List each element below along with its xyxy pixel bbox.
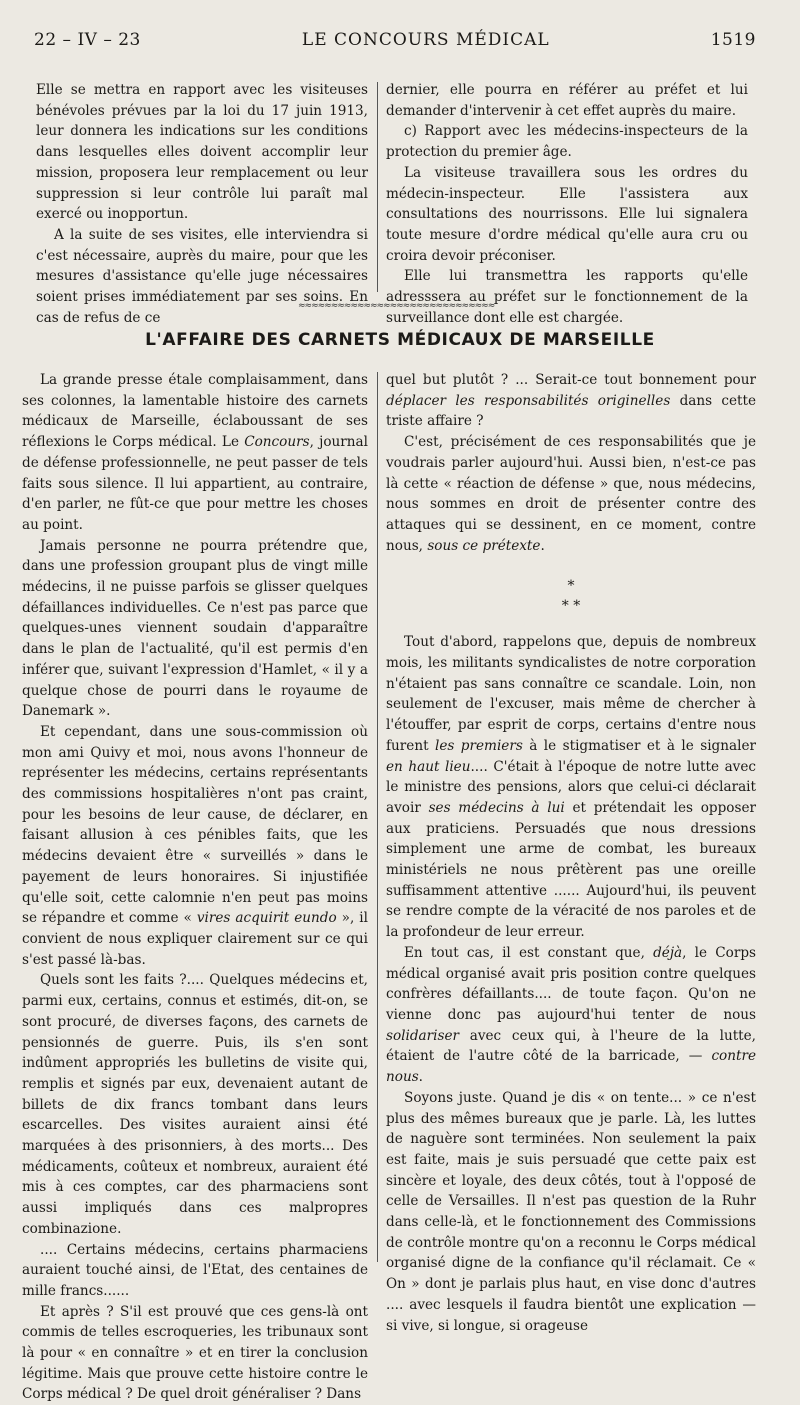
section-separator-stars: * * * — [561, 578, 581, 615]
journal-title: LE CONCOURS MÉDICAL — [301, 30, 550, 50]
paragraph: Jamais personne ne pourra prétendre que, dans une profession groupant plus de vingt mille médecins, il ne puisse parfois se glisser quelques défaillances individuelles. Ce n'est pas parce que quelques-unes viennent soudain d'apparaître dans le plan de l'actualité, qu'il est permis d'en inférer que, suivant l'expression d'Hamlet, « il y a quelque chose de pourri dans le royaume de Danemark ». — [22, 537, 368, 720]
issue-date: 22 – IV – 23 — [34, 30, 141, 50]
paragraph: .... Certains médecins, certains pharmaciens auraient touché ainsi, de l'Etat, des centaines de mille francs...... — [22, 1241, 368, 1299]
column-divider — [377, 82, 378, 292]
article-title: L'AFFAIRE DES CARNETS MÉDICAUX DE MARSEILLE — [145, 330, 655, 350]
paragraph: Elle se mettra en rapport avec les visiteuses bénévoles prévues par la loi du 17 juin 1913, leur donnera les indications sur les conditions dans lesquelles elles doivent accomplir leur mission, proposera leur remplacement ou leur suppression si leur contrôle lui paraît mal exercé ou inopportun. — [36, 82, 368, 223]
decorative-ornament: ≈≈≈≈≈≈≈≈≈≈≈≈≈≈≈≈≈≈≈≈≈≈≈≈≈≈≈≈≈≈ — [298, 301, 495, 311]
paragraph: La grande presse étale complaisamment, dans ses colonnes, la lamentable histoire des carnets médicaux de Marseille, éclaboussant de ses réflexions le Corps médical. Le Concours, journal de défense professionnelle, ne peut passer de tels faits sous silence. Il lui appartient, au contraire, d'en parler, ne fût-ce que pour mettre les choses au point. — [22, 372, 368, 533]
page-header — [34, 30, 756, 50]
article-right-column — [386, 370, 756, 1336]
page-number: 1519 — [710, 30, 756, 50]
top-right-column — [386, 80, 748, 328]
paragraph: c) Rapport avec les médecins-inspecteurs de la protection du premier âge. — [386, 123, 748, 161]
paragraph: Elle lui transmettra les rapports qu'elle adresssera au préfet sur le fonctionnement de la surveillance dont elle est chargée. — [386, 268, 748, 326]
paragraph: En tout cas, il est constant que, déjà, le Corps médical organisé avait pris position contre quelques confrères défaillants.... de toute façon. Qu'on ne vienne donc pas aujourd'hui tenter de nous solidariser avec ceux qui, à l'heure de la lutte, étaient de l'autre côté de la barricade, — contre nous. — [386, 944, 756, 1086]
paragraph: quel but plutôt ? ... Serait-ce tout bonnement pour déplacer les responsabilités originelles dans cette triste affaire ? — [386, 372, 756, 430]
paragraph: dernier, elle pourra en référer au préfet et lui demander d'intervenir à cet effet auprès du maire. — [386, 82, 748, 119]
paragraph: Quels sont les faits ?.... Quelques médecins et, parmi eux, certains, connus et estimés, dit-on, se sont procuré, de diverses façons, des carnets de pensionnés de guerre. Puis, ils s'en sont indûment appropriés les bulletins de visite qui, remplis et signés par eux, devenaient autant de billets de dix francs tombant dans leurs escarcelles. Des visites auraient ainsi été marquées à des prisonniers, à des morts... Des médicaments, coûteux et nombreux, auraient été mis à ces comptes, car des pharmaciens sont aussi impliqués dans ces malpropres combinazione. — [22, 972, 368, 1237]
paragraph: La visiteuse travaillera sous les ordres du médecin-inspecteur. Elle l'assistera aux consultations des nourrissons. Elle lui signalera toute mesure d'ordre médical qu'elle aura cru ou croira devoir préconiser. — [386, 164, 748, 264]
top-left-column — [36, 80, 368, 328]
paragraph: Tout d'abord, rappelons que, depuis de nombreux mois, les militants syndicalistes de notre corporation n'étaient pas sans connaître ce scandale. Loin, non seulement de l'excuser, mais même de chercher à l'étouffer, par esprit de corps, certains d'entre nous furent les premiers à le stigmatiser et à le signaler en haut lieu.... C'était à l'époque de notre lutte avec le ministre des pensions, alors que celui-ci déclarait avoir ses médecins à lui et prétendait les opposer aux praticiens. Persuadés que nous dressions simplement une arme de combat, les bureaux ministériels ne nous prêtèrent pas une oreille suffisamment attentive ...... Aujourd'hui, ils peuvent se rendre compte de la véracité de nos paroles et de la profondeur de leur erreur. — [386, 634, 757, 941]
paragraph: A la suite de ses visites, elle interviendra si c'est nécessaire, auprès du maire, pour que les mesures d'assistance qu'elle juge nécessaires soient prises immédiatement par ses soins. En cas de refus de ce — [36, 226, 368, 326]
column-divider — [377, 372, 378, 1262]
paragraph: C'est, précisément de ces responsabilités que je voudrais parler aujourd'hui. Aussi bien, n'est-ce pas là cette « réaction de défense » que, nous médecins, nous sommes en droit de présenter contre des attaques qui se dessinent, en ce moment, contre nous, sous ce prétexte. — [386, 434, 756, 554]
article-left-column — [22, 370, 368, 1405]
paragraph: Et après ? S'il est prouvé que ces gens-là ont commis de telles escroqueries, les tribunaux sont là pour « en connaître » et en tirer la conclusion légitime. Mais que prouve cette histoire contre le Corps médical ? De quel droit généraliser ? Dans — [22, 1303, 368, 1403]
paragraph: Soyons juste. Quand je dis « on tente... » ce n'est plus des mêmes bureaux que je parle. Là, les luttes de naguère sont terminées. Non seulement la paix est faite, mais je suis persuadé que cette paix est sincère et loyale, des deux côtés, tout à l'opposé de celle de Versailles. Il n'est pas question de la Ruhr dans celle-là, et le fonctionnement des Commissions de contrôle montre qu'on a reconnu le Corps médical organisé digne de la confiance qu'il réclamait. Ce « On » dont je parlais plus haut, en vise donc d'autres .... avec lesquels il faudra bientôt une explication — si vive, si longue, si orageuse — [386, 1089, 756, 1334]
paragraph: Et cependant, dans une sous-commission où mon ami Quivy et moi, nous avons l'honneur de représenter les médecins, certains représentants des commissions hospitalières n'ont pas craint, pour les besoins de leur cause, de déclarer, en faisant allusion à ces pénibles faits, que les médecins devaient être « surveillés » dans le payement de leurs honoraires. Si injustifiée qu'elle soit, cette calomnie n'en peut pas moins se répandre et comme « vires acquirit eundo », il convient de nous expliquer clairement sur ce qui s'est passé là-bas. — [22, 723, 368, 968]
